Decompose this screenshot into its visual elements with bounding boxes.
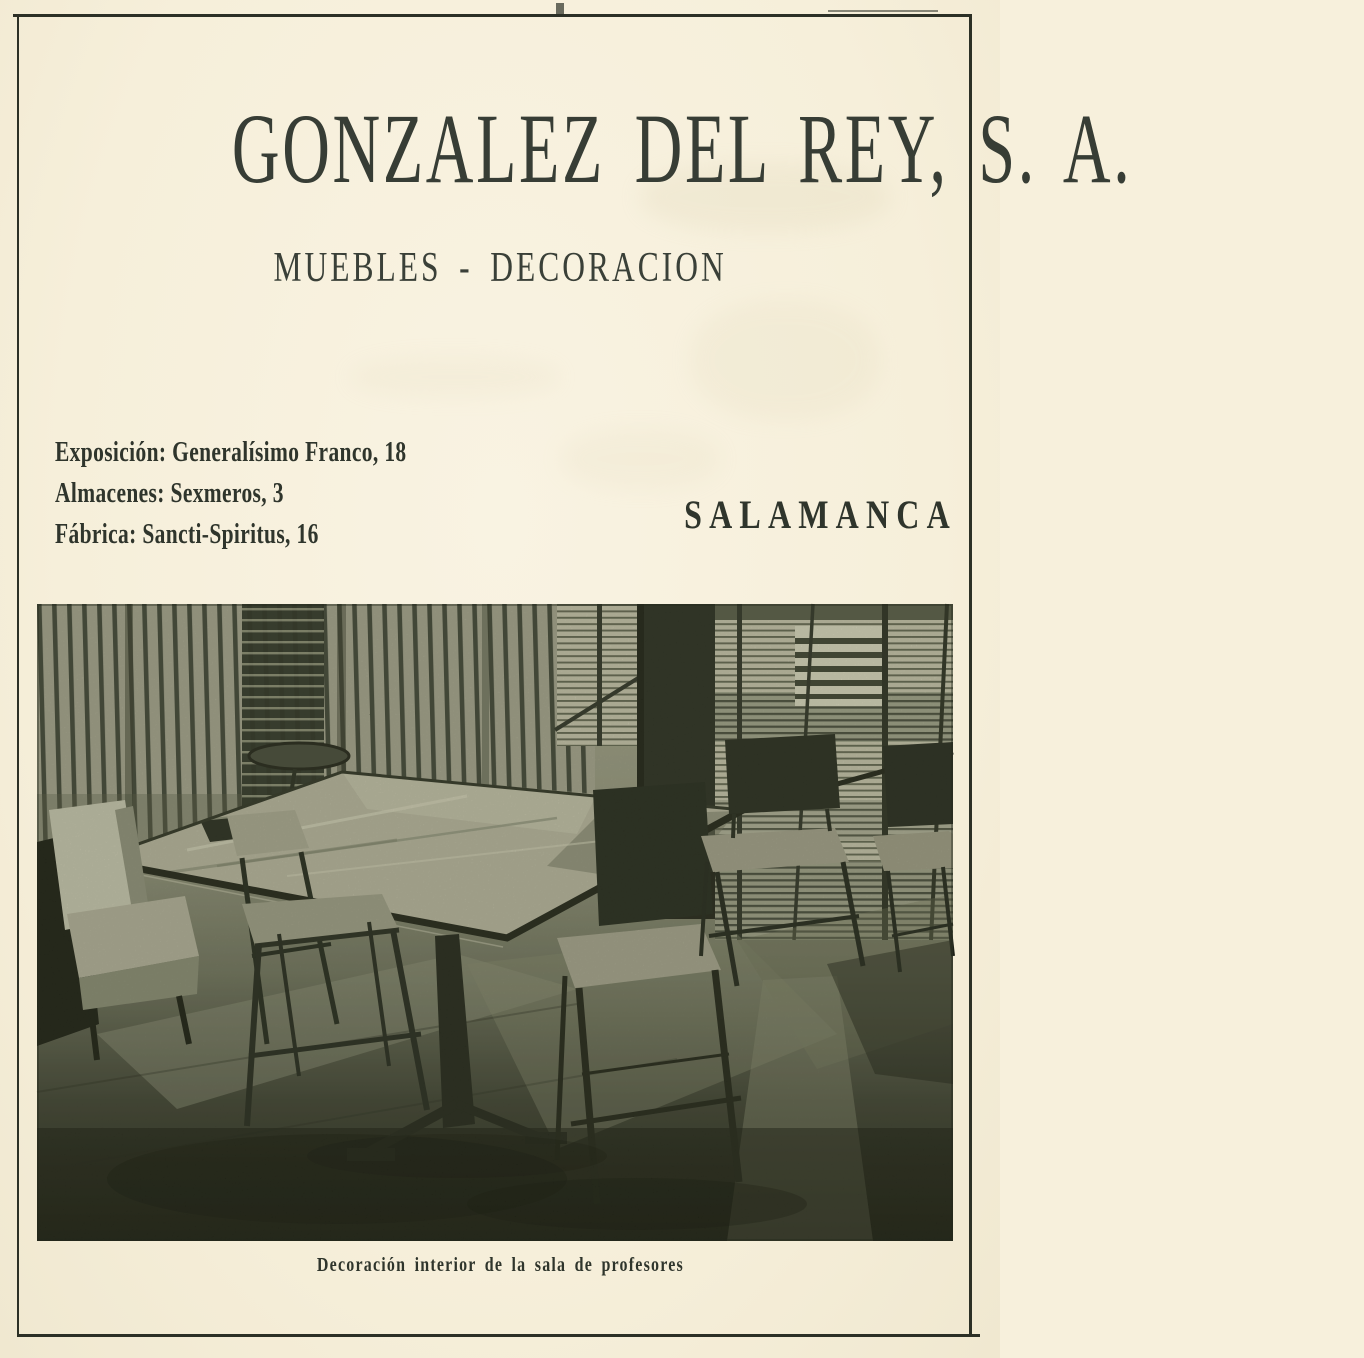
border-rule-right bbox=[969, 14, 972, 1337]
page-showthrough bbox=[560, 428, 720, 490]
border-rule-bottom bbox=[18, 1334, 980, 1337]
contact-line-almacenes: Almacenes: Sexmeros, 3 bbox=[55, 477, 284, 509]
ink-speck-artifact bbox=[556, 3, 564, 15]
rule-overlap-artifact bbox=[828, 10, 938, 12]
business-line-text: MUEBLES - DECORACION bbox=[273, 245, 727, 291]
company-name-heading bbox=[0, 93, 1133, 204]
border-rule-top bbox=[13, 14, 971, 17]
contact-block bbox=[55, 432, 530, 555]
interior-photo bbox=[37, 604, 953, 1241]
contact-line-fabrica: Fábrica: Sancti-Spiritus, 16 bbox=[55, 518, 319, 550]
contact-line-exposicion: Exposición: Generalísimo Franco, 18 bbox=[55, 436, 407, 468]
interior-photo-image bbox=[37, 604, 953, 1241]
business-line-heading bbox=[0, 247, 1000, 289]
page-showthrough bbox=[690, 300, 880, 420]
photo-caption bbox=[0, 1255, 1000, 1275]
city-name bbox=[650, 492, 957, 537]
city-name-text: SALAMANCA bbox=[684, 492, 957, 537]
photo-caption-text: Decoración interior de la sala de profesores bbox=[316, 1254, 684, 1276]
border-rule-left bbox=[17, 14, 19, 1337]
company-name-text: GONZALEZ DEL REY, S. A. bbox=[231, 93, 1133, 204]
page-showthrough bbox=[350, 356, 560, 398]
